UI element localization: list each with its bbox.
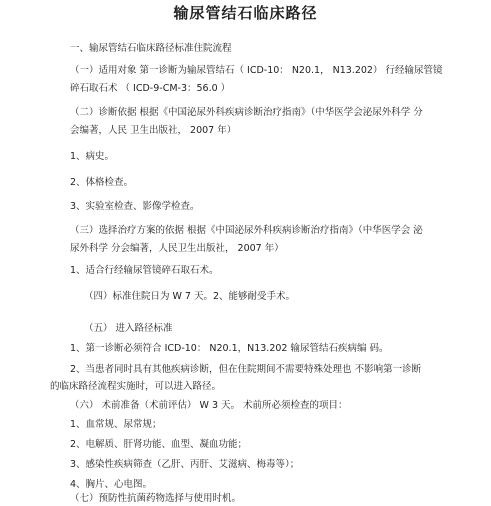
list-item: 4、胸片、心电图。 bbox=[70, 479, 153, 490]
section-heading: （五） 进入路径标准 bbox=[84, 323, 173, 334]
list-item: 1、血常规、尿常规； bbox=[70, 419, 162, 430]
list-item: 2、当患者同时具有其他疾病诊断，但在住院期间不需要特殊处理也 不影响第一诊断 bbox=[70, 364, 422, 375]
list-item: 2、体格检查。 bbox=[70, 177, 134, 188]
list-item: 3、实验室检查、影像学检查。 bbox=[70, 201, 200, 212]
paragraph-line: 会编著，人民 卫生出版社， 2007 年） bbox=[70, 125, 237, 136]
section-heading: （六） 术前准备（术前评估） W 3 天。 术前所必须检查的项目： bbox=[70, 400, 348, 411]
document-title: 输尿管结石临床路径 bbox=[173, 4, 318, 22]
list-item: 2、电解质、肝肾功能、血型、凝血功能； bbox=[70, 439, 248, 450]
section-heading: 一、输尿管结石临床路径标准住院流程 bbox=[70, 43, 232, 54]
paragraph-line: （四）标准住院日为 W 7 天。2、能够耐受手术。 bbox=[84, 291, 296, 302]
list-item: 3、感染性疾病筛查（乙肝、丙肝、艾滋病、梅毒等）； bbox=[70, 459, 300, 470]
paragraph-line: （七）预防性抗菌药物选择与使用时机。 bbox=[70, 493, 242, 504]
paragraph-line: 尿外科学 分会编著，人民卫生出版社， 2007 年） bbox=[70, 243, 284, 254]
list-item: 1、适合行经输尿管镜碎石取石术。 bbox=[70, 265, 219, 276]
paragraph-line: 碎石取石术 （ ICD-9-CM-3：56.0 ） bbox=[70, 83, 231, 94]
paragraph-line: （三）选择治疗方案的依据 根据《中国泌尿外科疾病诊断治疗指南》（中华医学会 泌 bbox=[70, 225, 423, 236]
paragraph-line: （一）适用对象 第一诊断为输尿管结石（ ICD-10： N20.1， N13.202） 行经输尿管镜 bbox=[70, 65, 443, 76]
paragraph-line: 的临床路径流程实施时，可以进入路径。 bbox=[50, 381, 222, 392]
list-item: 1、第一诊断必须符合 ICD-10： N20.1，N13.202 输尿管结石疾病编 码。 bbox=[70, 343, 389, 354]
list-item: 1、病史。 bbox=[70, 151, 115, 162]
paragraph-line: （二）诊断依据 根据《中国泌尿外科疾病诊断治疗指南》（中华医学会泌尿外科学 分 bbox=[70, 107, 423, 118]
